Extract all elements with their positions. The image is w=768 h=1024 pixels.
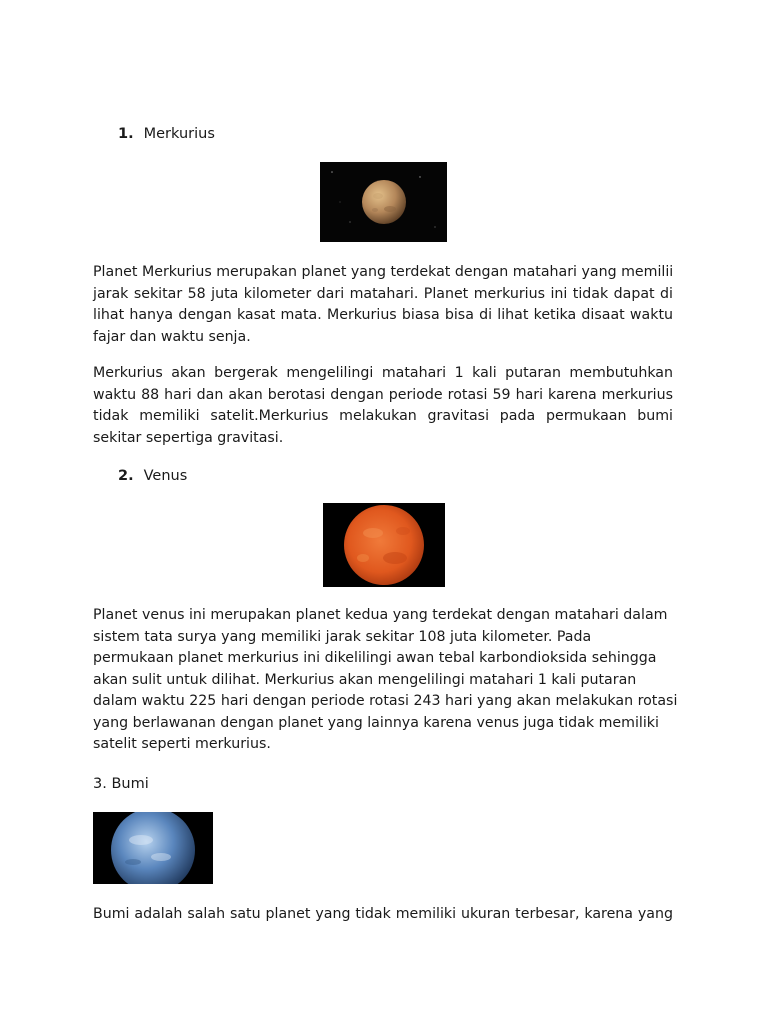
section-heading-venus xyxy=(118,466,187,486)
section-heading-merkurius xyxy=(118,124,215,144)
text-line: fajar dan waktu senja. xyxy=(93,328,251,345)
text-line: Planet venus ini merupakan planet kedua yang terdekat dengan matahari dalam xyxy=(93,607,668,623)
section-title: Venus xyxy=(143,468,188,484)
text-line: waktu 88 hari dan akan berotasi dengan periode rotasi 59 hari karena merkurius xyxy=(93,386,673,403)
section-number: 3. xyxy=(93,776,107,792)
text-line: yang berlawanan dengan planet yang lainnya karena venus juga tidak memiliki xyxy=(93,714,659,731)
merkurius-paragraph-1 xyxy=(93,262,673,348)
section-title: Bumi xyxy=(111,776,149,792)
text-line: Bumi adalah salah satu planet yang tidak memiliki ukuran terbesar, karena yang xyxy=(93,906,673,922)
text-line: Planet Merkurius merupakan planet yang terdekat dengan matahari yang memilii xyxy=(93,264,674,280)
text-line: permukaan planet merkurius ini dikelilingi awan tebal karbondioksida sehingga xyxy=(93,650,657,666)
text-line: jarak sekitar 58 juta kilometer dari matahari. Planet merkurius ini tidak dapat di xyxy=(93,285,673,302)
text-line: Merkurius akan bergerak mengelilingi matahari 1 kali putaran membutuhkan xyxy=(93,365,673,381)
section-heading-bumi xyxy=(93,774,149,794)
venus-paragraph-1 xyxy=(93,605,678,756)
earth-planet-image xyxy=(93,812,213,884)
text-line: satelit seperti merkurius. xyxy=(93,736,271,752)
text-line: sekitar sepertiga gravitasi. xyxy=(93,429,284,446)
text-line: dalam waktu 225 hari dengan periode rotasi 243 hari yang akan melakukan rotasi xyxy=(93,693,678,709)
text-line: lihat hanya dengan kasat mata. Merkurius biasa bisa di lihat ketika disaat waktu xyxy=(93,307,673,323)
section-number: 2. xyxy=(118,468,134,484)
text-line: akan sulit untuk dilihat. Merkurius akan mengelilingi matahari 1 kali putaran xyxy=(93,671,637,688)
section-number: 1. xyxy=(118,126,134,142)
text-line: sistem tata surya yang memiliki jarak sekitar 108 juta kilometer. Pada xyxy=(93,628,592,645)
text-line: tidak memiliki satelit.Merkurius melakukan gravitasi pada permukaan bumi xyxy=(93,408,673,424)
bumi-paragraph-1 xyxy=(93,904,673,926)
merkurius-paragraph-2 xyxy=(93,363,673,449)
section-title: Merkurius xyxy=(143,126,215,142)
mercury-planet-image xyxy=(320,162,447,242)
venus-planet-image xyxy=(323,503,445,587)
